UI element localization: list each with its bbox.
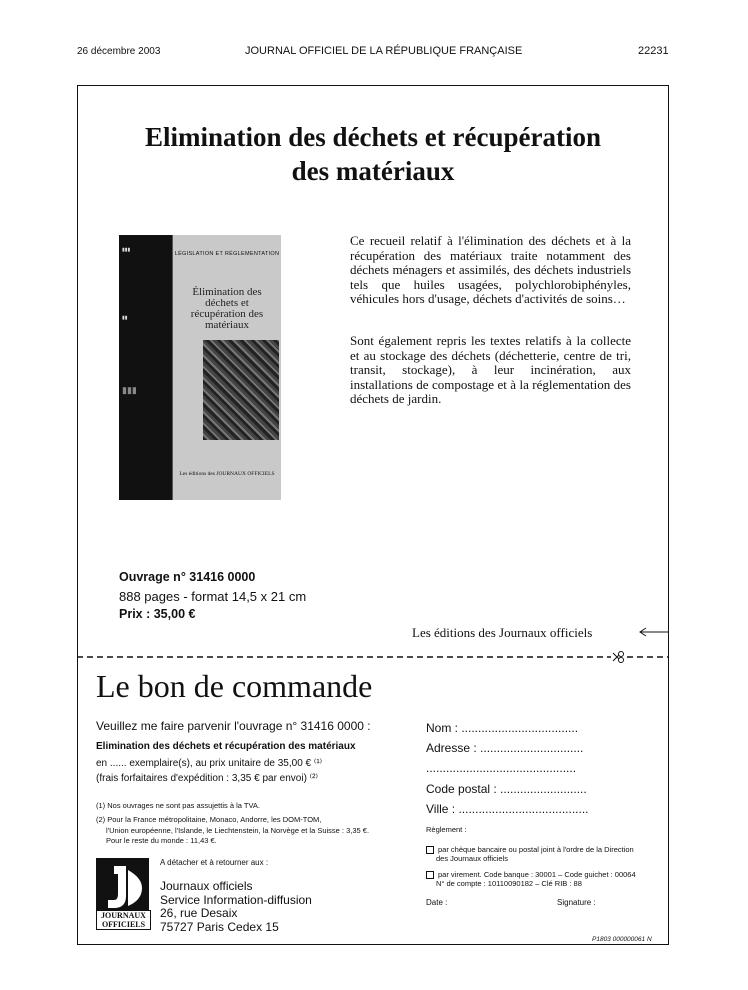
reglement-label: Règlement : xyxy=(426,825,467,834)
header-page-number: 22231 xyxy=(638,45,669,57)
payment-cheque-text-b: des Journaux officiels xyxy=(436,854,508,864)
cover-photo xyxy=(203,340,279,440)
date-field[interactable]: Date : xyxy=(426,898,448,907)
order-work-title: Elimination des déchets et récupération des matériaux xyxy=(96,741,356,752)
address-line-3: 26, rue Desaix xyxy=(160,906,238,920)
order-note-2a: (2) Pour la France métropolitaine, Monaco, Andorre, les DOM-TOM, xyxy=(96,815,322,824)
detach-instruction: A détacher et à retourner aux : xyxy=(160,858,269,867)
payment-option-cheque[interactable] xyxy=(426,845,634,863)
page-title-line2: des matériaux xyxy=(291,156,455,186)
logo-text-line1: JOURNAUX xyxy=(101,911,146,920)
nom-field[interactable]: Nom : ................................... xyxy=(426,721,579,735)
ouvrage-number: Ouvrage n° 31416 0000 xyxy=(119,570,256,584)
order-request: Veuillez me faire parvenir l'ouvrage n° 31416 0000 : xyxy=(96,719,371,733)
page-title-line1: Elimination des déchets et récupération xyxy=(145,122,601,152)
payment-cheque-text-a: par chèque bancaire ou postal joint à l'ordre de la Direction xyxy=(438,845,634,854)
ouvrage-price: Prix : 35,00 € xyxy=(119,607,196,621)
order-quantity-line: en ...... exemplaire(s), au prix unitaire de 35,00 € ⁽¹⁾ xyxy=(96,758,323,769)
code-postal-field[interactable]: Code postal : .......................... xyxy=(426,782,587,796)
cover-series: LÉGISLATION ET RÉGLEMENTATION xyxy=(174,251,280,257)
adresse-field[interactable]: Adresse : ............................... xyxy=(426,741,584,755)
header-date: 26 décembre 2003 xyxy=(77,46,161,57)
payment-option-virement[interactable] xyxy=(426,870,636,888)
cover-publisher: Les éditions des JOURNAUX OFFICIELS xyxy=(179,471,275,477)
address-line-4: 75727 Paris Cedex 15 xyxy=(160,920,279,934)
order-shipping-line: (frais forfaitaires d'expédition : 3,35 € par envoi) ⁽²⁾ xyxy=(96,773,318,784)
scissors-icon xyxy=(611,651,625,663)
description-paragraph-1: Ce recueil relatif à l'élimination des déchets et à la récupération des matériaux traite notamment des déchets ménagers et assimilés, des déchets industriels tels que huiles usagées, polychlorobiphényles, véhicules hors d'usage, déchets d'activités de soins… xyxy=(350,233,631,306)
ouvrage-pages: 888 pages - format 14,5 x 21 cm xyxy=(119,589,307,604)
adresse-line2-field[interactable]: ............................................. xyxy=(426,761,577,775)
order-note-2c: Pour le reste du monde : 11,43 €. xyxy=(106,836,217,845)
order-note-2b: l'Union européenne, l'Islande, le Liechtenstein, la Norvège et la Suisse : 3,35 €. xyxy=(106,826,370,835)
reference-code: P1803 000000061 N xyxy=(592,936,652,943)
cheque-checkbox[interactable] xyxy=(426,846,434,854)
book-cover-image: ▮▮▮ ▮▮ ▮▮▮ xyxy=(119,235,280,500)
signature-field[interactable]: Signature : xyxy=(557,898,596,907)
address-line-2: Service Information-diffusion xyxy=(160,893,312,907)
logo-text xyxy=(96,910,151,930)
cover-title: Élimination des déchets et récupération des matériaux xyxy=(190,286,264,331)
order-form-heading: Le bon de commande xyxy=(96,668,373,704)
arrow-left-icon xyxy=(638,626,670,638)
address-line-1: Journaux officiels xyxy=(160,879,253,893)
virement-checkbox[interactable] xyxy=(426,871,434,879)
editions-label: Les éditions des Journaux officiels xyxy=(412,625,593,640)
payment-virement-text-a: par virement. Code banque : 30001 – Code guichet : 00064 xyxy=(438,870,636,879)
cut-line xyxy=(77,649,669,665)
book-cover-front xyxy=(172,235,281,500)
payment-virement-text-b: N° de compte : 10110090182 – Clé RIB : 88 xyxy=(436,879,582,889)
order-note-1: (1) Nos ouvrages ne sont pas assujettis à la TVA. xyxy=(96,801,260,810)
header-journal-title: JOURNAL OFFICIEL DE LA RÉPUBLIQUE FRANÇAISE xyxy=(245,45,523,57)
logo-text-line2: OFFICIELS xyxy=(101,920,146,929)
ville-field[interactable]: Ville : ....................................... xyxy=(426,802,589,816)
description-paragraph-2: Sont également repris les textes relatifs à la collecte et au stockage des déchets (déchetterie, centre de tri, transit, stockage), à leur incinération, aux installations de compostage et à la réglementation des déchets de jardin. xyxy=(350,333,631,406)
